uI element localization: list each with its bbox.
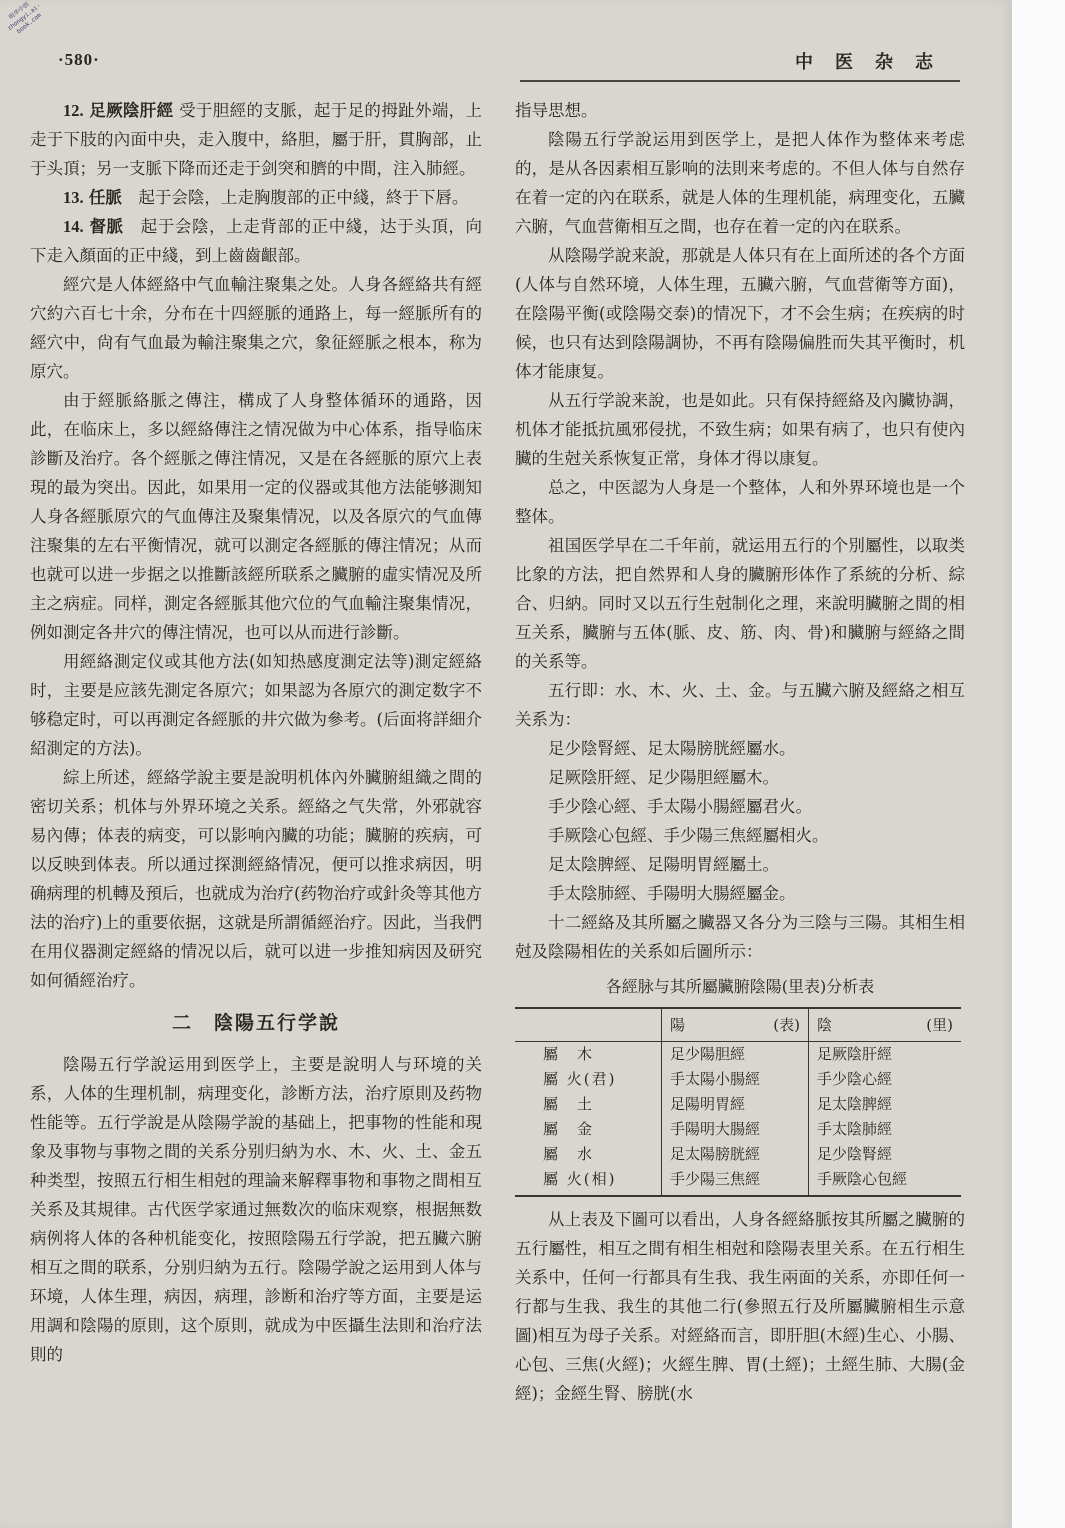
journal-title: 中医杂志: [795, 52, 955, 73]
table-row: [515, 1142, 961, 1167]
yang-cell: 足太陽膀胱經: [662, 1142, 809, 1167]
yin-cell: 足太陰脾經: [809, 1092, 962, 1117]
paragraph: 陰陽五行学說运用到医学上，是把人体作为整体来考虑的，是从各因素相互影响的法則来考虑的。不但人体与自然存在着一定的內在联系，就是人体的生理机能，病理变化，五臟六腑，气血营衛相互之間，也存在着一定的內在联系。: [515, 130, 965, 236]
element-cell: 屬 火(君): [543, 1070, 617, 1088]
yang-cell: 足少陽胆經: [662, 1042, 809, 1068]
yang-label: 陽: [670, 1015, 686, 1034]
paragraph: 祖国医学早在二千年前，就运用五行的个別屬性，以取类比象的方法，把自然界和人身的臟腑形体作了系統的分析、綜合、归納。同时又以五行生尅制化之理，来說明臟腑之間的相互关系，臟腑与五体(脈、皮、筋、肉、骨)和臟腑与經絡之間的关系等。: [515, 536, 965, 671]
paragraph: 陰陽五行学說运用到医学上，主要是說明人与环境的关系，人体的生理机制，病理变化，診断方法，治疗原則及药物性能等。五行学說是从陰陽学說的基础上，把事物的性能和現象及事物与事物之間的关系分别归納为水、木、火、土、金五种类型，按照五行相生相尅的理論来解釋事物和事物之間相互关系及其規律。古代医学家通过無数次的临床观察，根据無数病例将人体的各种机能变化，按照陰陽五行学說，把五臟六腑相互之間的联系，分别归納为五行。陰陽学說之运用到人体与环境，人体生理，病因，病理，診断和治疗等方面，主要是运用調和陰陽的原則，这个原則，就成为中医攝生法則和治疗法則的: [30, 1055, 482, 1364]
paragraph: 由于經脈絡脈之傳注，構成了人身整体循环的通路，因此，在临床上，多以經絡傳注之情况做为中心体系，指导临床診斷及治疗。各个經脈之傳注情况，又是在各經脈的原穴上表現的最为突出。因此，如果用一定的仪器或其他方法能够測知人身各經脈原穴的气血傳注及聚集情况，以及各原穴的气血傳注聚集的左右平衡情况，就可以測定各經脈的傳注情况；从而也就可以进一步据之以推斷該經所联系之臟腑的虛实情况及所主之病症。同样，測定各經脈其他穴位的气血輸注聚集情况，例如測定各井穴的傳注情况，也可以从而进行診斷。: [30, 391, 482, 642]
yin-cell: 手少陰心經: [809, 1067, 962, 1092]
yin-cell: 手太陰肺經: [809, 1117, 962, 1142]
table-row: [515, 1167, 961, 1196]
header-empty-cell: [515, 1008, 662, 1042]
header-yang: [662, 1008, 809, 1042]
yang-sub: (表): [773, 1015, 800, 1034]
right-column: [515, 96, 965, 1408]
element-line: 足少陰腎經、足太陽膀胱經屬水。: [548, 739, 796, 758]
paragraph: 总之，中医認为人身是一个整体，人和外界环境也是一个整体。: [515, 478, 965, 526]
element-cell: 屬 水: [543, 1145, 595, 1163]
item-term: 任脈: [88, 188, 122, 207]
element-cell: 屬 木: [543, 1045, 595, 1063]
item-term: 足厥陰肝經: [89, 101, 174, 120]
item-text: 起于会陰，上走胸腹部的正中綫，終于下唇。: [121, 188, 469, 207]
header-yin: [809, 1008, 962, 1042]
table-row: [515, 1042, 961, 1068]
item-text: 起于会陰，上走背部的正中綫，达于头頂，向下走入顏面的正中綫，到上齒齒齦部。: [30, 217, 483, 265]
yang-cell: 足陽明胃經: [662, 1092, 809, 1117]
paragraph: 五行即：水、木、火、土、金。与五臟六腑及經絡之相互关系为：: [515, 681, 965, 729]
item-number: 14.: [63, 217, 84, 236]
paragraph: 十二經絡及其所屬之臟器又各分为三陰与三陽。其相生相尅及陰陽相佐的关系如后圖所示：: [515, 913, 965, 961]
yin-cell: 足厥陰肝經: [809, 1042, 962, 1068]
yin-yang-table: [515, 1007, 961, 1197]
yin-sub: (里): [926, 1015, 953, 1034]
element-cell: 屬 火(相): [515, 1167, 662, 1196]
table-header-row: [515, 1008, 961, 1042]
scan-margin: [1012, 0, 1065, 1528]
element-line: 足太陰脾經、足陽明胃經屬土。: [548, 855, 779, 874]
item-term: 督脈: [89, 217, 124, 236]
paragraph: 經穴是人体經絡中气血輸注聚集之处。人身各經絡共有經穴約六百七十余，分布在十四經脈的通路上，每一經脈所有的經穴中，尙有气血最为輸注聚集之穴，象征經脈之根本，称为原穴。: [30, 275, 482, 381]
element-line: 手太陰肺經、手陽明大腸經屬金。: [548, 884, 796, 903]
yang-cell: 手少陽三焦經: [662, 1167, 809, 1196]
yin-cell: 足少陰腎經: [809, 1142, 962, 1167]
table-row: [515, 1092, 961, 1117]
table-row: [515, 1117, 961, 1142]
yang-cell: 手太陽小腸經: [662, 1067, 809, 1092]
section-title: 二 陰陽五行学說: [171, 1012, 340, 1034]
paragraph-continuation: 指导思想。: [515, 101, 598, 120]
table-caption: 各經脉与其所屬臟腑陰陽(里表)分析表: [605, 977, 875, 996]
paragraph: 从陰陽学說来說，那就是人体只有在上面所述的各个方面(人体与自然环境，人体生理，五臟六腑，气血营衛等方面)，在陰陽平衡(或陰陽交泰)的情况下，才不会生病；在疾病的时候，也只有达到陰陽調协，不再有陰陽偏胜而失其平衡时，机体才能康复。: [515, 246, 965, 381]
paragraph: 綜上所述，經絡学說主要是說明机体內外臟腑組織之間的密切关系；机体与外界环境之关系。經絡之气失常，外邪就容易內傳；体表的病变，可以影响內臟的功能；臟腑的疾病，可以反映到体表。所以通过探測經絡情况，便可以推求病因，明确病理的机轉及預后，也就成为治疗(药物治疗或針灸等其他方法的治疗)上的重要依据，这就是所謂循經治疗。因此，当我們在用仪器測定經絡的情况以后，就可以进一步推知病因及研究如何循經治疗。: [30, 768, 482, 990]
yin-label: 陰: [817, 1015, 833, 1034]
element-cell: 屬 土: [543, 1095, 595, 1113]
item-number: 13.: [63, 188, 84, 207]
element-line: 手少陰心經、手太陽小腸經屬君火。: [548, 797, 812, 816]
element-cell: 屬 金: [543, 1120, 595, 1138]
list-item-14: [30, 212, 482, 270]
paragraph: 从上表及下圖可以看出，人身各經絡脈按其所屬之臟腑的五行屬性，相互之間有相生相尅和陰陽表里关系。在五行相生关系中，任何一行都具有生我、我生兩面的关系，亦即任何一行都与生我、我生的其他二行(參照五行及所屬臟腑相生示意圖)相互为母子关系。对經絡而言，即肝胆(木經)生心、小腸、心包、三焦(火經)；火經生脾、胃(土經)；土經生肺、大腸(金經)；金經生腎、膀胱(水: [515, 1210, 965, 1403]
header-rule: [520, 80, 960, 82]
page-number: ·580·: [58, 50, 100, 69]
paragraph: 用經絡測定仪或其他方法(如知热感度測定法等)測定經絡时，主要是应該先測定各原穴；如果認为各原穴的測定数字不够稳定时，可以再測定各經脈的井穴做为參考。(后面将詳細介紹測定的方法)。: [30, 652, 482, 758]
table-row: [515, 1067, 961, 1092]
list-item-12: [30, 96, 482, 183]
paragraph: 从五行学說来說，也是如此。只有保持經絡及內臟协調，机体才能抵抗風邪侵扰，不致生病；如果有病了，也只有使內臟的生尅关系恢复正常，身体才得以康复。: [515, 391, 965, 468]
element-line: 手厥陰心包經、手少陽三焦經屬相火。: [548, 826, 829, 845]
list-item-13: [30, 183, 482, 212]
left-column: [30, 96, 482, 1369]
watermark-stamp: 明华中医 zhongyi.ai-book.com: [6, 0, 43, 36]
element-line: 足厥陰肝經、足少陽胆經屬木。: [548, 768, 779, 787]
item-number: 12.: [63, 101, 84, 120]
yang-cell: 手陽明大腸經: [662, 1117, 809, 1142]
item-text: 受于胆經的支脈，起于足的拇趾外端，上走于下肢的內面中央，走入腹中，絡胆，屬于肝，貫胸部，止于头頂；另一支脈下降而还走于剑突和臍的中間，注入肺經。: [30, 101, 483, 178]
yin-cell: 手厥陰心包經: [809, 1167, 962, 1196]
